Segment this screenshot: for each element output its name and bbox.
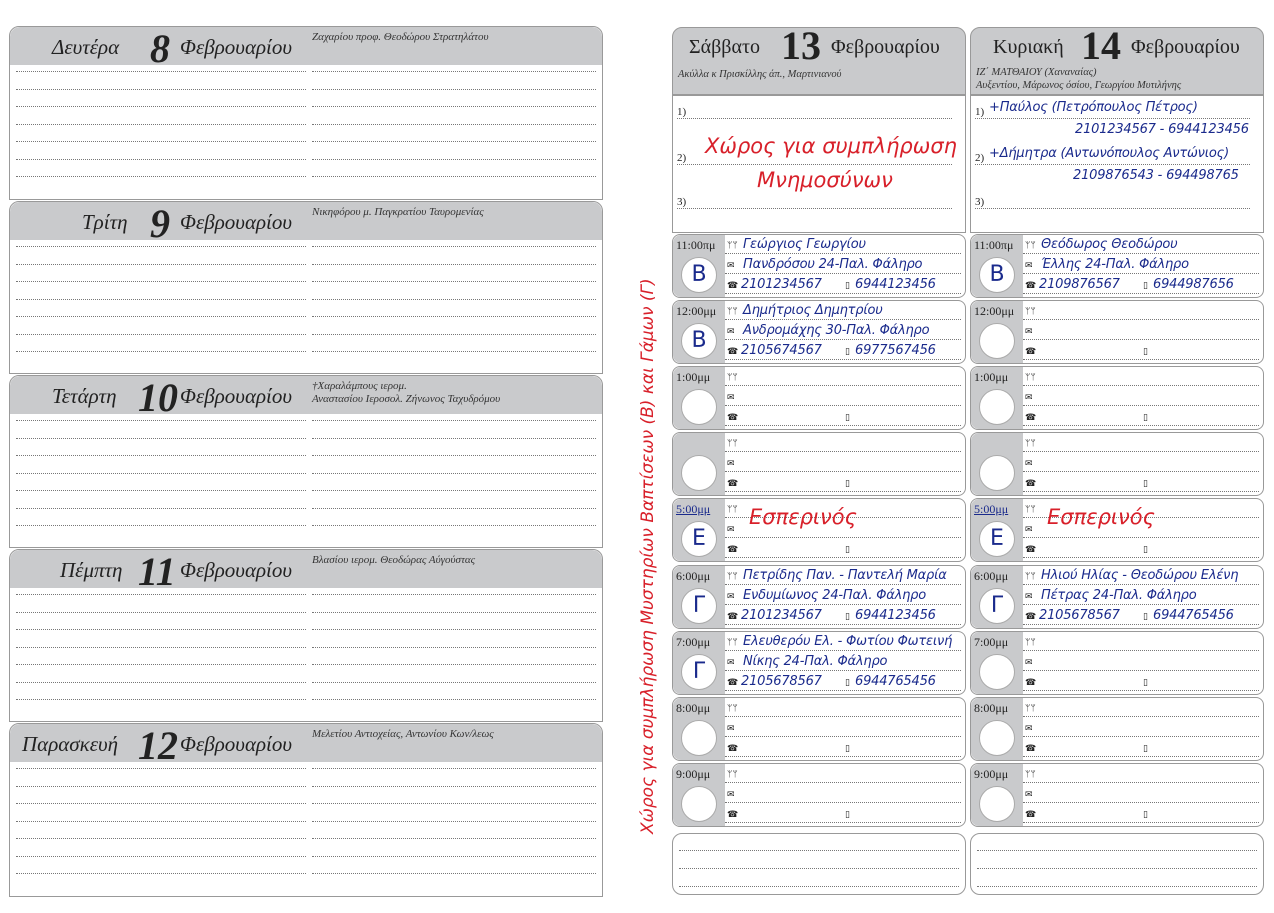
saint-text: Βλασίου ιερομ. Θεοδώρας Αύγούστας [312, 554, 476, 566]
slot-name: Γεώργιος Γεωργίου [743, 237, 866, 252]
mobile-icon: ▯ [845, 413, 850, 423]
slot-code-circle[interactable]: Β [681, 257, 717, 293]
write-line[interactable] [16, 351, 306, 352]
slot-time: 8:00μμ [676, 701, 711, 715]
slot-address: Ανδρομάχης 30-Παλ. Φάληρο [743, 323, 930, 338]
slot-code-circle[interactable] [681, 455, 717, 491]
slot-mobile: 6944123456 [855, 608, 936, 623]
saint-text: Αναστασίου Ιεροσολ. Ζήνωνος Ταχυδρόμου [312, 393, 501, 405]
slot-address: Πανδρόσου 24-Παλ. Φάληρο [743, 257, 923, 272]
mobile-icon: ▯ [1143, 678, 1148, 688]
slot-mobile: 6944123456 [855, 277, 936, 292]
write-line[interactable] [312, 438, 596, 439]
people-icon: ᛘᛘ [727, 572, 738, 582]
write-line[interactable] [16, 473, 306, 474]
write-line[interactable] [16, 316, 306, 317]
day-number: 9 [150, 201, 170, 246]
month-name: Φεβρουαρίου [180, 558, 293, 582]
day-header [10, 375, 602, 420]
mobile-icon: ▯ [1143, 545, 1148, 555]
write-line[interactable] [16, 768, 306, 769]
slot-code-circle[interactable] [979, 786, 1015, 822]
day-header [10, 26, 602, 71]
slot-telephone: 2109876567 [1039, 277, 1120, 292]
mobile-icon: ▯ [845, 479, 850, 489]
write-line[interactable] [312, 821, 596, 822]
day-header [10, 549, 602, 594]
vespers-text: Εσπερινός [1047, 505, 1155, 529]
write-line[interactable] [312, 508, 596, 509]
write-line[interactable] [312, 455, 596, 456]
people-icon: ᛘᛘ [1025, 241, 1036, 251]
envelope-icon: ✉ [1025, 790, 1033, 800]
appointment-slot[interactable] [672, 763, 966, 827]
appointment-slot[interactable] [970, 366, 1264, 430]
phone-icon: ☎ [727, 479, 739, 489]
slot-address: Πέτρας 24-Παλ. Φάληρο [1041, 588, 1197, 603]
write-line[interactable] [16, 438, 306, 439]
write-line[interactable] [16, 420, 306, 421]
memorial-line[interactable]: 2) [975, 152, 1250, 165]
write-line[interactable] [16, 334, 306, 335]
write-line[interactable] [312, 176, 596, 177]
write-line[interactable] [312, 141, 596, 142]
slot-mobile: 6977567456 [855, 343, 936, 358]
mobile-icon: ▯ [1143, 612, 1148, 622]
write-line[interactable] [16, 176, 306, 177]
write-line[interactable] [312, 594, 596, 595]
write-line[interactable] [312, 473, 596, 474]
appointment-slot[interactable] [672, 498, 966, 562]
people-icon: ᛘᛘ [1025, 439, 1036, 449]
slot-code-circle[interactable]: Γ [681, 654, 717, 690]
appointment-slot[interactable] [970, 234, 1264, 298]
appointment-slot[interactable] [970, 498, 1264, 562]
phone-icon: ☎ [727, 678, 739, 688]
envelope-icon: ✉ [1025, 724, 1033, 734]
write-line[interactable] [312, 768, 596, 769]
appointment-slot[interactable] [970, 565, 1264, 629]
day-block [9, 723, 603, 897]
envelope-icon: ✉ [727, 592, 735, 602]
phone-icon: ☎ [1025, 281, 1037, 291]
mobile-icon: ▯ [845, 347, 850, 357]
notes-box-sunday[interactable] [970, 833, 1264, 895]
write-line[interactable] [312, 664, 596, 665]
month-name: Φεβρουαρίου [831, 36, 940, 58]
people-icon: ᛘᛘ [727, 704, 738, 714]
memorial-box-sunday[interactable] [970, 95, 1264, 233]
appointment-slot[interactable] [970, 300, 1264, 364]
slot-code-circle[interactable]: Γ [979, 588, 1015, 624]
write-line[interactable] [16, 525, 306, 526]
people-icon: ᛘᛘ [727, 307, 738, 317]
slot-time: 11:00πμ [974, 238, 1014, 252]
envelope-icon: ✉ [1025, 658, 1033, 668]
memorial-box-saturday[interactable] [672, 95, 966, 233]
slot-time: 12:00μμ [676, 304, 717, 318]
envelope-icon: ✉ [1025, 327, 1033, 337]
appointment-slot[interactable] [970, 697, 1264, 761]
memorial-phones: 2101234567 - 6944123456 [1075, 122, 1249, 137]
slot-time: 7:00μμ [676, 635, 711, 649]
memorial-phones: 2109876543 - 694498765 [1073, 168, 1239, 183]
memorial-note: Χώρος για συμπλήρωση [705, 134, 957, 158]
day-name: Τετάρτη [52, 384, 117, 408]
phone-icon: ☎ [727, 545, 739, 555]
memorial-line[interactable]: 2) [677, 152, 952, 165]
slot-telephone: 2105674567 [741, 343, 822, 358]
day-name: Πέμπτη [60, 558, 123, 582]
appointment-slot[interactable] [672, 565, 966, 629]
write-line[interactable] [312, 264, 596, 265]
write-line[interactable] [16, 612, 306, 613]
envelope-icon: ✉ [727, 525, 735, 535]
write-line[interactable] [312, 856, 596, 857]
appointment-slot[interactable] [672, 631, 966, 695]
write-line[interactable] [312, 106, 596, 107]
slot-time: 5:00μμ [974, 502, 1009, 516]
write-line[interactable] [16, 594, 306, 595]
envelope-icon: ✉ [727, 327, 735, 337]
write-line[interactable] [16, 89, 306, 90]
write-line[interactable] [16, 246, 306, 247]
day-name: Παρασκευή [22, 732, 119, 756]
write-line[interactable] [312, 124, 596, 125]
mobile-icon: ▯ [845, 744, 850, 754]
slot-name: Δημήτριος Δημητρίου [743, 303, 883, 318]
memorial-line[interactable]: 1) [677, 106, 952, 119]
write-line[interactable] [312, 281, 596, 282]
phone-icon: ☎ [727, 281, 739, 291]
write-line[interactable] [16, 281, 306, 282]
envelope-icon: ✉ [1025, 459, 1033, 469]
write-line[interactable] [312, 629, 596, 630]
day-name: Κυριακή [993, 36, 1064, 58]
people-icon: ᛘᛘ [1025, 505, 1036, 515]
day-name: Δευτέρα [52, 35, 120, 59]
phone-icon: ☎ [1025, 413, 1037, 423]
day-name: Τρίτη [82, 210, 128, 234]
slot-name: Πετρίδης Παν. - Παντελή Μαρία [743, 568, 947, 583]
slot-time: 5:00μμ [676, 502, 711, 516]
slot-time: 11:00πμ [676, 238, 716, 252]
day-header [10, 201, 602, 246]
slot-time: 8:00μμ [974, 701, 1009, 715]
people-icon: ᛘᛘ [1025, 307, 1036, 317]
envelope-icon: ✉ [727, 658, 735, 668]
slot-name: Θεόδωρος Θεοδώρου [1041, 237, 1178, 252]
mobile-icon: ▯ [845, 810, 850, 820]
write-line[interactable] [312, 89, 596, 90]
memorial-line[interactable]: 3) [677, 196, 952, 209]
mobile-icon: ▯ [1143, 744, 1148, 754]
phone-icon: ☎ [727, 810, 739, 820]
slot-code-circle[interactable] [681, 786, 717, 822]
slot-time: 6:00μμ [974, 569, 1009, 583]
write-line[interactable] [312, 873, 596, 874]
write-line[interactable] [16, 71, 306, 72]
slot-time: 12:00μμ [974, 304, 1015, 318]
write-line[interactable] [16, 821, 306, 822]
phone-icon: ☎ [727, 413, 739, 423]
write-line[interactable] [312, 159, 596, 160]
phone-icon: ☎ [1025, 479, 1037, 489]
appointment-slot[interactable] [672, 300, 966, 364]
appointment-slot[interactable] [970, 763, 1264, 827]
day-number: 13 [781, 23, 821, 68]
write-line[interactable] [16, 508, 306, 509]
vertical-note: Χώρος για συμπλήρωση Μυστηρίων Βαπτίσεων (Β) και Γάμων (Γ) [638, 278, 658, 834]
memorial-note: Μνημοσύνων [757, 168, 893, 192]
appointment-slot[interactable] [970, 432, 1264, 496]
envelope-icon: ✉ [1025, 261, 1033, 271]
envelope-icon: ✉ [1025, 525, 1033, 535]
phone-icon: ☎ [727, 744, 739, 754]
envelope-icon: ✉ [1025, 592, 1033, 602]
mobile-icon: ▯ [845, 678, 850, 688]
appointment-slot[interactable] [672, 366, 966, 430]
write-line[interactable] [312, 838, 596, 839]
day-number: 10 [138, 375, 178, 420]
write-line[interactable] [16, 159, 306, 160]
write-line[interactable] [16, 264, 306, 265]
day-number: 11 [138, 549, 176, 594]
month-name: Φεβρουαρίου [180, 384, 293, 408]
write-line[interactable] [16, 106, 306, 107]
write-line[interactable] [312, 699, 596, 700]
notes-box-saturday[interactable] [672, 833, 966, 895]
mobile-icon: ▯ [1143, 810, 1148, 820]
slot-time: 7:00μμ [974, 635, 1009, 649]
slot-address: Ενδυμίωνος 24-Παλ. Φάληρο [743, 588, 926, 603]
saturday-header [672, 23, 966, 95]
mobile-icon: ▯ [1143, 413, 1148, 423]
saint-text: †Χαραλάμπους ιερομ. [312, 380, 407, 392]
slot-code-circle[interactable] [979, 654, 1015, 690]
vespers-text: Εσπερινός [749, 505, 857, 529]
slot-code-circle[interactable]: Ε [979, 521, 1015, 557]
phone-icon: ☎ [1025, 612, 1037, 622]
mobile-icon: ▯ [845, 612, 850, 622]
saint-text: ΙΖ΄ ΜΑΤΘΑΙΟΥ (Χαναναίας) [976, 67, 1097, 78]
envelope-icon: ✉ [727, 459, 735, 469]
mobile-icon: ▯ [1143, 281, 1148, 291]
write-line[interactable] [312, 316, 596, 317]
slot-time: 9:00μμ [974, 767, 1009, 781]
month-name: Φεβρουαρίου [180, 210, 293, 234]
write-line[interactable] [16, 838, 306, 839]
slot-code-circle[interactable]: Γ [681, 588, 717, 624]
write-line[interactable] [312, 803, 596, 804]
memorial-name: +Δήμητρα (Αντωνόπουλος Αντώνιος) [989, 146, 1229, 161]
write-line[interactable] [16, 856, 306, 857]
write-line[interactable] [312, 334, 596, 335]
slot-time: 1:00μμ [676, 370, 711, 384]
month-name: Φεβρουαρίου [180, 35, 293, 59]
sunday-header [970, 23, 1264, 95]
slot-code-circle[interactable] [681, 720, 717, 756]
memorial-line[interactable]: 3) [975, 196, 1250, 209]
mobile-icon: ▯ [845, 281, 850, 291]
write-line[interactable] [312, 525, 596, 526]
slot-mobile: 6944765456 [1153, 608, 1234, 623]
write-line[interactable] [16, 141, 306, 142]
write-line[interactable] [312, 351, 596, 352]
slot-mobile: 6944987656 [1153, 277, 1234, 292]
slot-telephone: 2105678567 [741, 674, 822, 689]
phone-icon: ☎ [1025, 744, 1037, 754]
write-line[interactable] [16, 682, 306, 683]
day-header [10, 723, 602, 768]
write-line[interactable] [312, 71, 596, 72]
slot-name: Ελευθερόυ Ελ. - Φωτίου Φωτεινή [743, 634, 953, 649]
phone-icon: ☎ [1025, 678, 1037, 688]
slot-code-circle[interactable] [979, 323, 1015, 359]
envelope-icon: ✉ [727, 790, 735, 800]
write-line[interactable] [312, 246, 596, 247]
slot-address: Έλλης 24-Παλ. Φάληρο [1041, 257, 1189, 272]
write-line[interactable] [312, 612, 596, 613]
write-line[interactable] [16, 455, 306, 456]
slot-address: Νίκης 24-Παλ. Φάληρο [743, 654, 888, 669]
saint-text: Αυξεντίου, Μάρωνος όσίου, Γεωργίου Μυτιλήνης [976, 80, 1182, 91]
saint-text: Μελετίου Αντιοχείας, Αντωνίου Κων/λεως [312, 728, 494, 740]
phone-icon: ☎ [1025, 347, 1037, 357]
slot-telephone: 2101234567 [741, 608, 822, 623]
slot-time: 1:00μμ [974, 370, 1009, 384]
write-line[interactable] [16, 490, 306, 491]
write-line[interactable] [312, 299, 596, 300]
mobile-icon: ▯ [1143, 479, 1148, 489]
write-line[interactable] [312, 647, 596, 648]
write-line[interactable] [16, 647, 306, 648]
people-icon: ᛘᛘ [727, 770, 738, 780]
people-icon: ᛘᛘ [1025, 770, 1036, 780]
phone-icon: ☎ [727, 612, 739, 622]
phone-icon: ☎ [1025, 545, 1037, 555]
memorial-line[interactable]: 1) [975, 106, 1250, 119]
people-icon: ᛘᛘ [727, 373, 738, 383]
slot-code-circle[interactable] [681, 389, 717, 425]
write-line[interactable] [16, 786, 306, 787]
people-icon: ᛘᛘ [1025, 373, 1036, 383]
mobile-icon: ▯ [845, 545, 850, 555]
people-icon: ᛘᛘ [727, 439, 738, 449]
saint-text: Νικηφόρου μ. Παγκρατίου Ταυρομενίας [312, 206, 484, 218]
write-line[interactable] [312, 420, 596, 421]
saint-text: Ζαχαρίου προφ. Θεοδώρου Στρατηλάτου [312, 31, 489, 43]
envelope-icon: ✉ [727, 724, 735, 734]
write-line[interactable] [16, 873, 306, 874]
slot-code-circle[interactable] [979, 389, 1015, 425]
month-name: Φεβρουαρίου [180, 732, 293, 756]
day-block [9, 549, 603, 722]
write-line[interactable] [312, 682, 596, 683]
slot-code-circle[interactable] [979, 720, 1015, 756]
phone-icon: ☎ [1025, 810, 1037, 820]
write-line[interactable] [16, 699, 306, 700]
people-icon: ᛘᛘ [1025, 572, 1036, 582]
slot-name: Ηλιού Ηλίας - Θεοδώρου Ελένη [1041, 568, 1239, 583]
memorial-name: +Παύλος (Πετρόπουλος Πέτρος) [989, 100, 1198, 115]
day-block [9, 26, 603, 200]
people-icon: ᛘᛘ [1025, 704, 1036, 714]
write-line[interactable] [16, 629, 306, 630]
write-line[interactable] [16, 299, 306, 300]
envelope-icon: ✉ [727, 261, 735, 271]
write-line[interactable] [312, 490, 596, 491]
day-number: 8 [150, 26, 170, 71]
phone-icon: ☎ [727, 347, 739, 357]
slot-time: 6:00μμ [676, 569, 711, 583]
mobile-icon: ▯ [1143, 347, 1148, 357]
slot-time: 9:00μμ [676, 767, 711, 781]
write-line[interactable] [16, 803, 306, 804]
slot-telephone: 2105678567 [1039, 608, 1120, 623]
day-number: 14 [1081, 23, 1121, 68]
saint-text: Ακύλλα κ Πρισκίλλης άπ., Μαρτινιανού [678, 69, 842, 80]
day-name: Σάββατο [689, 36, 760, 58]
appointment-slot[interactable] [672, 432, 966, 496]
slot-mobile: 6944765456 [855, 674, 936, 689]
day-block [9, 375, 603, 548]
slot-code-circle[interactable]: Β [681, 323, 717, 359]
write-line[interactable] [312, 786, 596, 787]
appointment-slot[interactable] [672, 697, 966, 761]
write-line[interactable] [16, 124, 306, 125]
slot-telephone: 2101234567 [741, 277, 822, 292]
people-icon: ᛘᛘ [1025, 638, 1036, 648]
envelope-icon: ✉ [727, 393, 735, 403]
people-icon: ᛘᛘ [727, 241, 738, 251]
people-icon: ᛘᛘ [727, 505, 738, 515]
slot-code-circle[interactable]: Β [979, 257, 1015, 293]
day-block [9, 201, 603, 374]
envelope-icon: ✉ [1025, 393, 1033, 403]
slot-code-circle[interactable]: Ε [681, 521, 717, 557]
appointment-slot[interactable] [672, 234, 966, 298]
month-name: Φεβρουαρίου [1131, 36, 1240, 58]
write-line[interactable] [16, 664, 306, 665]
slot-code-circle[interactable] [979, 455, 1015, 491]
day-number: 12 [138, 723, 178, 768]
people-icon: ᛘᛘ [727, 638, 738, 648]
appointment-slot[interactable] [970, 631, 1264, 695]
